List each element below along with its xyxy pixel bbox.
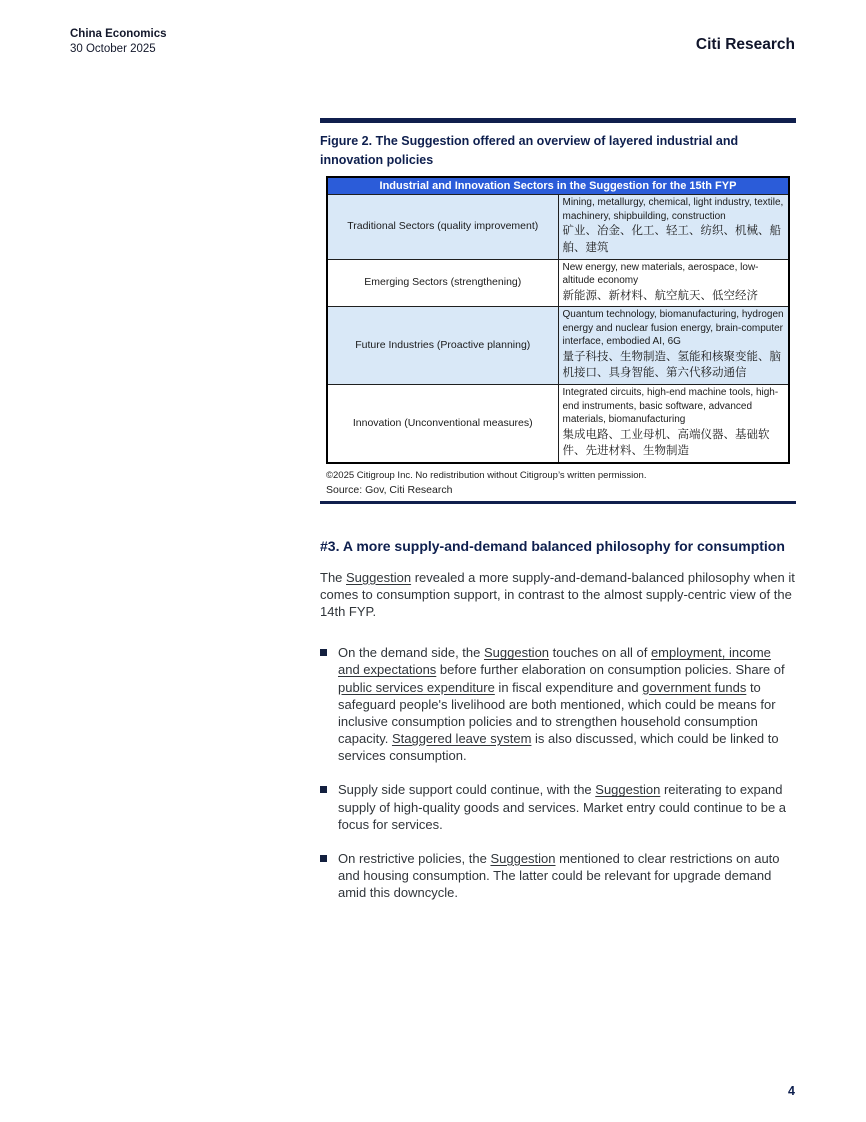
table-row-future-industries: [327, 307, 789, 385]
sector-detail-cell: [558, 307, 789, 385]
report-date: 30 October 2025: [70, 42, 156, 55]
table-header-row: [327, 177, 789, 195]
figure-title: Figure 2. The Suggestion offered an overview of layered industrial and innovation policies: [320, 134, 739, 168]
section-heading: #3. A more supply-and-demand balanced philosophy for consumption: [320, 537, 785, 554]
table-title: Industrial and Innovation Sectors in the Suggestion for the 15th FYP: [327, 177, 789, 195]
sector-detail-cell: [558, 259, 789, 307]
page-number: 4: [788, 1084, 795, 1098]
bullet-square-icon: [320, 649, 327, 656]
figure-top-rule: [320, 118, 796, 123]
sector-detail-cell: [558, 385, 789, 463]
bullet-text: Supply side support could continue, with the Suggestion reiterating to expand supply of high-quality goods and services. Market entry could continue to be a focus for services.: [338, 782, 787, 832]
sector-name-cell: Future Industries (Proactive planning): [327, 307, 558, 385]
bullet-text: On the demand side, the Suggestion touches on all of employment, income and expectations before further elaboration on consumption policies. Share of public services expenditure in fiscal expenditure and government funds to safeguard people's livelihood are both mentioned, which could be means for inclusive consumption policies and to strengthen household consumption capacity. Staggered leave system is also discussed, which could be linked to services consumption.: [338, 645, 785, 764]
sector-detail-en: Integrated circuits, high-end machine tools, high-end instruments, basic software, advanced materials, biomanufacturing: [562, 387, 779, 426]
sector-detail-en: New energy, new materials, aerospace, low-altitude economy: [562, 261, 759, 287]
bullet-square-icon: [320, 786, 327, 793]
sector-detail-zh: 矿业、冶金、化工、轻工、纺织、机械、船舶、建筑: [562, 225, 781, 254]
list-item: [320, 850, 796, 901]
bullet-text: On restrictive policies, the Suggestion mentioned to clear restrictions on auto and housing consumption. The latter could be relevant for upgrade demand amid this downcycle.: [338, 850, 780, 901]
content-column: [320, 118, 796, 918]
table-row-traditional-sectors: [327, 195, 789, 259]
figure-source: Source: Gov, Citi Research: [326, 483, 453, 496]
report-category: China Economics: [70, 28, 167, 40]
sector-detail-en: Mining, metallurgy, chemical, light industry, textile, machinery, shipbuilding, construction: [562, 197, 784, 222]
figure-bottom-rule: [320, 501, 796, 504]
figure-copyright: ©2025 Citigroup Inc. No redistribution without Citigroup’s written permission.: [326, 469, 647, 481]
brand-logotype: Citi Research: [695, 36, 795, 53]
sector-detail-cell: [558, 195, 789, 259]
sector-name-cell: Innovation (Unconventional measures): [327, 385, 558, 463]
list-item: [320, 781, 796, 832]
list-item: [320, 644, 796, 764]
sector-detail-zh: 量子科技、生物制造、氢能和核聚变能、脑机接口、具身智能、第六代移动通信: [562, 350, 781, 380]
industry-sectors-table: [326, 176, 790, 464]
table-row-innovation: [327, 385, 789, 463]
sector-name-cell: Traditional Sectors (quality improvement): [327, 195, 558, 259]
sector-detail-zh: 新能源、新材料、航空航天、低空经济: [562, 289, 758, 302]
section-intro-paragraph: The Suggestion revealed a more supply-and-demand-balanced philosophy when it comes to consumption support, in contrast to the almost supply-centric view of the 14th FYP.: [320, 569, 795, 620]
sector-detail-en: Quantum technology, biomanufacturing, hydrogen energy and nuclear fusion energy, brain-computer interface, embodied AI, 6G: [562, 309, 784, 348]
report-header: [70, 27, 167, 57]
sector-name-cell: Emerging Sectors (strengthening): [327, 259, 558, 307]
bullet-list: [320, 644, 796, 901]
bullet-square-icon: [320, 855, 327, 862]
sector-detail-zh: 集成电路、工业母机、高端仪器、基础软件、先进材料、生物制造: [562, 428, 770, 458]
table-row-emerging-sectors: [327, 259, 789, 307]
